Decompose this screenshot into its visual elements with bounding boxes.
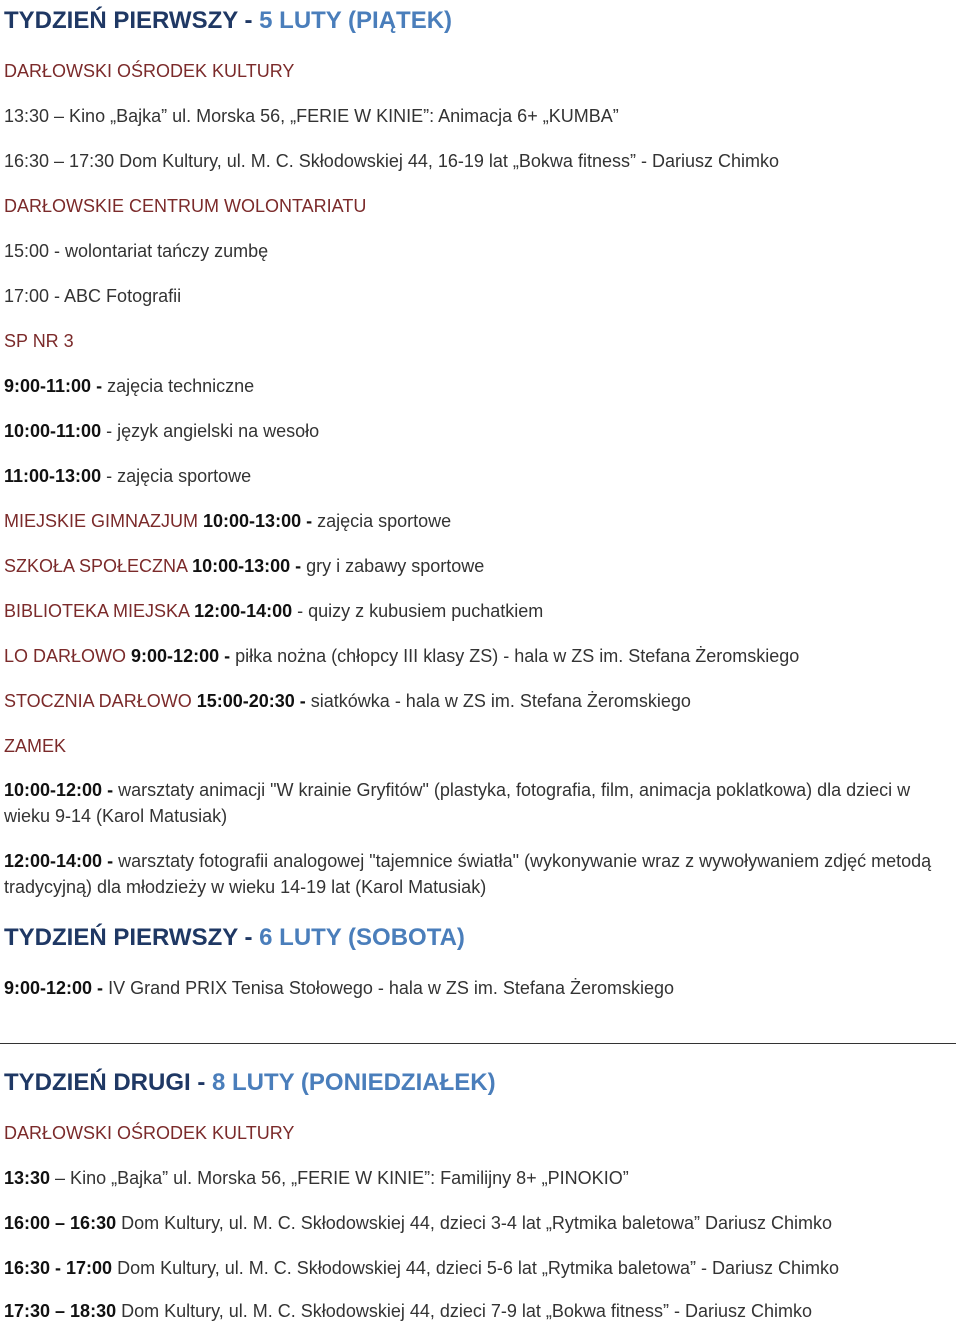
- event-time: 10:00-11:00: [4, 421, 102, 441]
- event-time: 10:00-13:00 -: [203, 511, 318, 531]
- event-line: 13:30 – Kino „Bajka” ul. Morska 56, „FERIE W KINIE”: Animacja 6+ „KUMBA”: [4, 106, 619, 126]
- event-time: 11:00-13:00: [4, 466, 102, 486]
- event-line: [4, 777, 952, 829]
- heading-week: TYDZIEŃ DRUGI -: [4, 1069, 212, 1096]
- heading-week: TYDZIEŃ PIERWSZY -: [4, 7, 260, 34]
- event-line: 16:30 – 17:30 Dom Kultury, ul. M. C. Skłodowskiej 44, 16-19 lat „Bokwa fitness” - Dariusz Chimko: [4, 151, 779, 171]
- org-name: ZAMEK: [4, 736, 67, 756]
- event-line: 15:00 - wolontariat tańczy zumbę: [4, 241, 269, 261]
- event-text: siatkówka - hala w ZS im. Stefana Żeromskiego: [310, 691, 691, 711]
- event-text: - zajęcia sportowe: [101, 466, 252, 486]
- event-line: [4, 1166, 629, 1190]
- org-name: SP NR 3: [4, 331, 74, 351]
- event-line: [4, 464, 251, 488]
- day-heading-feb8: [4, 1068, 496, 1098]
- event-line: [4, 1299, 812, 1323]
- day-heading-feb5: [4, 6, 452, 36]
- event-line: [4, 599, 543, 623]
- event-text: zajęcia sportowe: [317, 511, 452, 531]
- event-line: 17:00 - ABC Fotografii: [4, 286, 182, 306]
- event-line: [4, 554, 484, 578]
- org-name: BIBLIOTEKA MIEJSKA: [4, 601, 195, 621]
- event-text: - język angielski na wesoło: [101, 421, 320, 441]
- event-line: [4, 374, 254, 398]
- event-time: 9:00-12:00 -: [131, 646, 236, 666]
- org-name: DARŁOWSKIE CENTRUM WOLONTARIATU: [4, 196, 367, 216]
- event-line: [4, 419, 319, 443]
- event-time: 15:00-20:30 -: [196, 691, 311, 711]
- event-line: [4, 1211, 832, 1235]
- event-text: gry i zabawy sportowe: [306, 556, 485, 576]
- day-heading-feb6: [4, 923, 465, 953]
- event-line: [4, 976, 674, 1000]
- event-line: [4, 848, 952, 900]
- event-text: Dom Kultury, ul. M. C. Skłodowskiej 44, dzieci 3-4 lat „Rytmika baletowa” Dariusz Chimko: [116, 1213, 832, 1233]
- heading-date: 5 LUTY (PIĄTEK): [259, 7, 453, 34]
- event-line: [4, 509, 451, 533]
- heading-week: TYDZIEŃ PIERWSZY -: [4, 924, 260, 951]
- event-time: 17:30 – 18:30: [4, 1301, 117, 1321]
- event-time: 13:30: [4, 1168, 51, 1188]
- heading-date: 8 LUTY (PONIEDZIAŁEK): [212, 1069, 496, 1096]
- org-name: STOCZNIA DARŁOWO: [4, 691, 197, 711]
- event-time: 12:00-14:00 -: [4, 851, 119, 871]
- org-name: MIEJSKIE GIMNAZJUM: [4, 511, 204, 531]
- org-name: SZKOŁA SPOŁECZNA: [4, 556, 193, 576]
- event-line: [4, 689, 691, 713]
- heading-date: 6 LUTY (SOBOTA): [259, 924, 465, 951]
- event-time: 9:00-11:00 -: [4, 376, 108, 396]
- org-name: DARŁOWSKI OŚRODEK KULTURY: [4, 1123, 295, 1143]
- event-time: 10:00-13:00 -: [192, 556, 307, 576]
- event-text: warsztaty animacji "W krainie Gryfitów" (plastyka, fotografia, film, animacja poklatkowa) dla dzieci w wieku 9-14 (Karol Matusiak): [4, 780, 911, 826]
- event-text: IV Grand PRIX Tenisa Stołowego - hala w ZS im. Stefana Żeromskiego: [108, 978, 674, 998]
- event-text: piłka nożna (chłopcy III klasy ZS) - hala w ZS im. Stefana Żeromskiego: [235, 646, 800, 666]
- event-text: zajęcia techniczne: [107, 376, 255, 396]
- event-time: 10:00-12:00 -: [4, 780, 119, 800]
- event-text: warsztaty fotografii analogowej "tajemnice światła" (wykonywanie wraz z wywoływaniem zdjęć metodą tradycyjną) dla młodzieży w wieku 14-19 lat (Karol Matusiak): [4, 851, 932, 897]
- event-text: – Kino „Bajka” ul. Morska 56, „FERIE W KINIE”: Familijny 8+ „PINOKIO”: [50, 1168, 629, 1188]
- event-time: 16:30 - 17:00: [4, 1258, 113, 1278]
- event-text: - quizy z kubusiem puchatkiem: [292, 601, 544, 621]
- section-divider: [0, 1043, 956, 1044]
- event-line: [4, 644, 799, 668]
- org-name: DARŁOWSKI OŚRODEK KULTURY: [4, 61, 295, 81]
- event-line: [4, 1256, 839, 1280]
- event-text: Dom Kultury, ul. M. C. Skłodowskiej 44, dzieci 5-6 lat „Rytmika baletowa” - Dariusz Chimko: [112, 1258, 839, 1278]
- org-name: LO DARŁOWO: [4, 646, 132, 666]
- event-text: Dom Kultury, ul. M. C. Skłodowskiej 44, dzieci 7-9 lat „Bokwa fitness” - Dariusz Chimko: [116, 1301, 812, 1321]
- event-time: 16:00 – 16:30: [4, 1213, 117, 1233]
- event-time: 12:00-14:00: [194, 601, 293, 621]
- event-time: 9:00-12:00 -: [4, 978, 109, 998]
